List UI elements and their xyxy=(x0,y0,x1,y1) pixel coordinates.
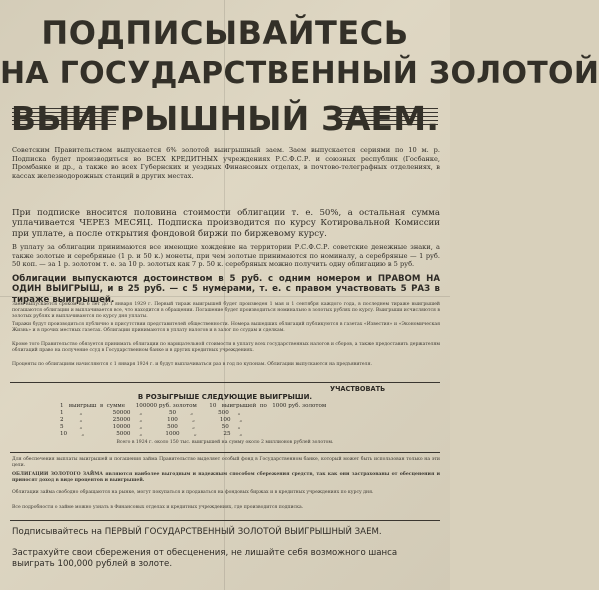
footer-rule xyxy=(10,520,440,521)
prize-row: 5 „ 10000 „ 500 „ 50 „ xyxy=(60,424,241,430)
table-right-label: УЧАСТВОВАТЬ xyxy=(330,385,386,393)
prize-row: 1 „ 50000 „ 50 „ 500 „ xyxy=(60,410,241,416)
slogan-insure: Застрахуйте свои сбережения от обесценения, не лишайте себя возможного шанса выиграть 100,000 рублей в золоте. xyxy=(12,548,398,569)
fine-print-6: ОБЛИГАЦИИ ЗОЛОТОГО ЗАЙМА являются наиболее выгодным и надежным способом сбережения средств, так как они застрахованы от обесценения и приносят доход в виде процентов и выигрышей. xyxy=(12,472,440,483)
prize-row: 2 „ 25000 „ 100 „ 100 „ xyxy=(60,417,243,423)
headline-line-3: ВЫИГРЫШНЫЙ ЗАЕМ. xyxy=(10,99,440,138)
payment-paragraph: При подписке вносится половина стоимости облигации т. е. 50%, а остальная сумма уплачивается ЧЕРЕЗ МЕСЯЦ. Подписка производится по курсу Котировальной Комиссии при уплате, а после открытия фондовой биржи по биржевому курсу. xyxy=(12,208,440,239)
currency-paragraph: В уплату за облигации принимаются все имеющие хождение на территории Р.С.Ф.С.Р. советские денежные знаки, а также золотые и серебряные (1 р. и 50 к.) монеты, при чем золотые принимаются по номиналу, а серебряные — 1 руб. 50 коп. — за 1 р. золотом т. е. за 10 р. золотых как 7 р. 50 к. серебряных можно получить одну облигацию в 5 руб. xyxy=(12,243,440,269)
fine-print-4: Проценты по облигациям начисляются с 1 января 1924 г. и будут выплачиваться раз в год по купонам. Облигации выпускаются на предъявителя. xyxy=(12,362,372,367)
slogan-subscribe: Подписывайтесь на ПЕРВЫЙ ГОСУДАРСТВЕННЫЙ ЗОЛОТОЙ ВЫИГРЫШНЫЙ ЗАЕМ. xyxy=(12,527,382,537)
fine-print-3: Кроме того Правительство обязуется принимать облигации по нарицательной стоимости в уплату всех государственных налогов и сборов, а также предоставить держателям облигаций право на получение ссуд в Государственном банке и в других кредитных учреждениях. xyxy=(12,342,440,353)
prize-table xyxy=(60,394,390,446)
prize-row: 10 „ 5000 „ 1000 „ 25 „ xyxy=(60,431,243,437)
headline-line-2: НА ГОСУДАРСТВЕННЫЙ ЗОЛОТОЙ xyxy=(0,56,599,91)
table-rule-bottom xyxy=(10,452,440,453)
prize-row: 1 выигрыш в сумме 100000 руб. золотом 10 выигрышей по 1000 руб. золотом xyxy=(60,403,327,409)
prize-table-note: Всего в 1924 г. около 150 тыс. выигрышей на сумму около 2 миллионов рублей золотом. xyxy=(116,440,334,445)
fine-print-7: Облигации займа свободно обращаются на рынке, могут покупаться и продаваться на фондовых биржах и в кредитных учреждениях по курсу дня. xyxy=(12,490,374,495)
fine-print-8: Все подробности о займе можно узнать в Финансовых отделах и кредитных учреждениях, где производится подписка. xyxy=(12,505,304,510)
prize-table-title: В РОЗЫГРЫШЕ СЛЕДУЮЩИЕ ВЫИГРЫШИ. xyxy=(137,393,313,401)
fine-print-2: Тиражи будут производиться публично в присутствии представителей общественности. Номера вышедших облигаций публикуются в газетах «Известия» и «Экономическая Жизнь» и в прочих местных газетах. Облигации принимаются в уплату налогов и в залог по ссудам и сделкам. xyxy=(12,322,440,333)
headline-line-1: ПОДПИСЫВАЙТЕСЬ xyxy=(41,14,409,52)
fine-print-1: Заем выпускается сроком на 6 лет до 1 января 1929 г. Первый тираж выигрышей будет произведен 1 мая и 1 сентября каждого года, в последнем тираже выигрышей погашаются облигации и выплачивается все, что находится в обращении. Погашение будет производиться номинально в золотых рублях по курсу. Выигрыши исчисляются в золотых рублях и выплачиваются по курсу дня уплаты. xyxy=(12,302,440,319)
fine-print-5: Для обеспечения выплаты выигрышей и погашения займа Правительство выделяет особый фонд в Государственном банке, который может быть использован только на эти цели. xyxy=(12,457,440,468)
table-rule-top xyxy=(10,382,440,383)
denominations-paragraph: Облигации выпускаются достоинством в 5 руб. с одним номером и ПРАВОМ НА ОДИН ВЫИГРЫШ, и в 25 руб. — с 5 нумерами, т. е. с правом участвовать 5 РАЗ в тираже выигрышей. xyxy=(12,274,440,305)
intro-paragraph: Советским Правительством выпускается 6% золотой выигрышный заем. Заем выпускается сериями по 10 м. р. Подписка будет производиться во ВСЕХ КРЕДИТНЫХ учреждениях Р.С.Ф.С.Р. и союзных республик (Госбанке, Промбанке и др., а также во всех Губернских и уездных Финансовых отделах, в почтово-телеграфных отделениях, в кассах железнодорожных станций в других местах. xyxy=(12,146,440,180)
